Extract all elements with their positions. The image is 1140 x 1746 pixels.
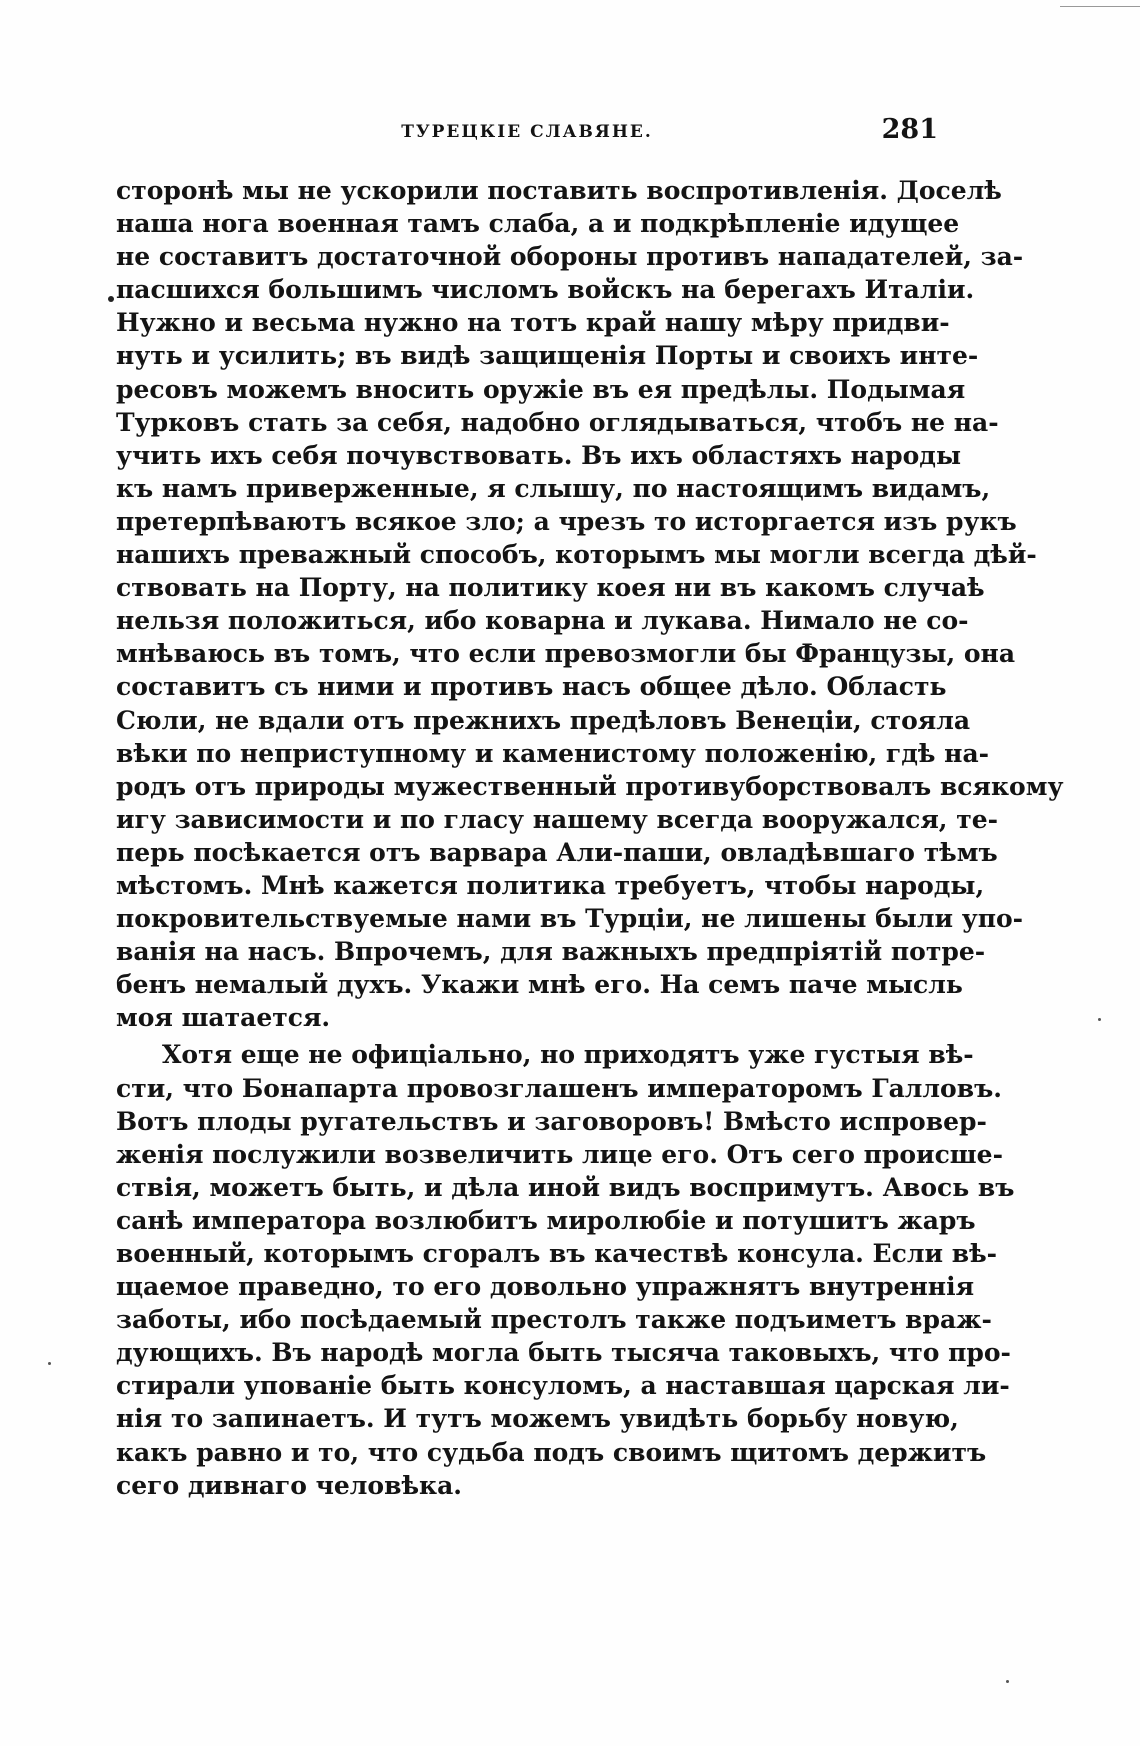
running-head: ТУРЕЦКІЕ СЛАВЯНЕ. [401, 122, 653, 142]
text-line: Хотя еще не офиціально, но приходятъ уже густыя вѣ- [162, 1040, 974, 1070]
text-line: щаемое праведно, то его довольно упражнятъ внутреннія [116, 1272, 975, 1302]
text-line: моя шатается. [116, 1003, 331, 1033]
text-line: нія то запинаетъ. И тутъ можемъ увидѣть борьбу новую, [116, 1404, 959, 1434]
text-line: сти, что Бонапарта провозглашенъ императоромъ Галловъ. [116, 1073, 1002, 1103]
page-header [116, 114, 938, 154]
text-line: перь посѣкается отъ варвара Али-паши, овладѣвшаго тѣмъ [116, 837, 998, 867]
text-line: игу зависимости и по гласу нашему всегда вооружался, те- [116, 804, 998, 834]
text-line: какъ равно и то, что судьба подъ своимъ щитомъ держитъ [116, 1437, 987, 1467]
scan-speck [1098, 1018, 1101, 1021]
text-line: Вотъ плоды ругательствъ и заговоровъ! Вмѣсто испровер- [116, 1106, 987, 1136]
page-number: 281 [881, 114, 938, 145]
body-text [116, 174, 1064, 1502]
paragraph [116, 174, 1064, 1034]
text-line: къ намъ приверженные, я слышу, по настоящимъ видамъ, [116, 473, 991, 503]
text-line: мнѣваюсь въ томъ, что если превозмогли бы Французы, она [116, 639, 1016, 669]
text-line: дующихъ. Въ народѣ могла быть тысяча таковыхъ, что про- [116, 1338, 1011, 1368]
text-line: сего дивнаго человѣка. [116, 1470, 463, 1500]
text-line: Сюли, не вдали отъ прежнихъ предѣловъ Венеціи, стояла [116, 705, 971, 735]
scan-speck [48, 1362, 51, 1365]
text-line: заботы, ибо посѣдаемый престолъ также подъиметъ враж- [116, 1305, 992, 1335]
text-line: санѣ императора возлюбитъ миролюбіе и потушитъ жаръ [116, 1205, 976, 1235]
text-line: наша нога военная тамъ слаба, а и подкрѣпленіе идущее [116, 209, 960, 239]
text-line: женія послужили возвеличить лице его. Отъ сего происше- [116, 1139, 1003, 1169]
text-line: Турковъ стать за себя, надобно оглядываться, чтобъ не на- [116, 407, 999, 437]
text-line: мѣстомъ. Мнѣ кажется политика требуетъ, чтобы народы, [116, 870, 985, 900]
text-line: стирали упованіе быть консуломъ, а наставшая царская ли- [116, 1371, 1010, 1401]
text-line: составитъ съ ними и противъ насъ общее дѣло. Область [116, 672, 947, 702]
text-line: нашихъ преважный способъ, которымъ мы могли всегда дѣй- [116, 540, 1037, 570]
text-line: не составитъ достаточной обороны противъ нападателей, за- [116, 242, 1024, 272]
text-line: ствія, можетъ быть, и дѣла иной видъ воспримутъ. Авось въ [116, 1172, 1015, 1202]
text-line: сторонѣ мы не ускорили поставить воспротивленія. Доселѣ [116, 176, 1002, 205]
text-line: учить ихъ себя почувствовать. Въ ихъ областяхъ народы [116, 440, 962, 470]
text-line: претерпѣваютъ всякое зло; а чрезъ то исторгается изъ рукъ [116, 506, 1017, 536]
scan-edge-line [1060, 6, 1140, 7]
text-line: пасшихся большимъ числомъ войскъ на берегахъ Италіи. [116, 275, 975, 305]
text-line: Нужно и весьма нужно на тотъ край нашу мѣру придви- [116, 308, 950, 338]
paragraph [116, 1038, 1015, 1501]
text-line: бенъ немалый духъ. Укажи мнѣ его. На семъ паче мысль [116, 970, 963, 1000]
text-line: ствовать на Порту, на политику коея ни въ какомъ случаѣ [116, 573, 985, 603]
text-line: военный, которымъ сгоралъ въ качествѣ консула. Если вѣ- [116, 1239, 998, 1268]
margin-mark [108, 296, 114, 302]
text-line: ресовъ можемъ вносить оружіе въ ея предѣлы. Подымая [116, 374, 966, 404]
text-line: покровительствуемые нами въ Турціи, не лишены были упо- [116, 904, 1024, 934]
text-line: вѣки по неприступному и каменистому положенію, гдѣ на- [116, 738, 990, 768]
text-line: нельзя положиться, ибо коварна и лукава. Нимало не со- [116, 606, 969, 636]
text-line: нуть и усилить; въ видѣ защищенія Порты и своихъ инте- [116, 341, 979, 371]
text-line: родъ отъ природы мужественный противуборствовалъ всякому [116, 771, 1064, 801]
text-line: ванія на насъ. Впрочемъ, для важныхъ предпріятій потре- [116, 937, 986, 967]
scan-speck [1006, 1680, 1009, 1683]
